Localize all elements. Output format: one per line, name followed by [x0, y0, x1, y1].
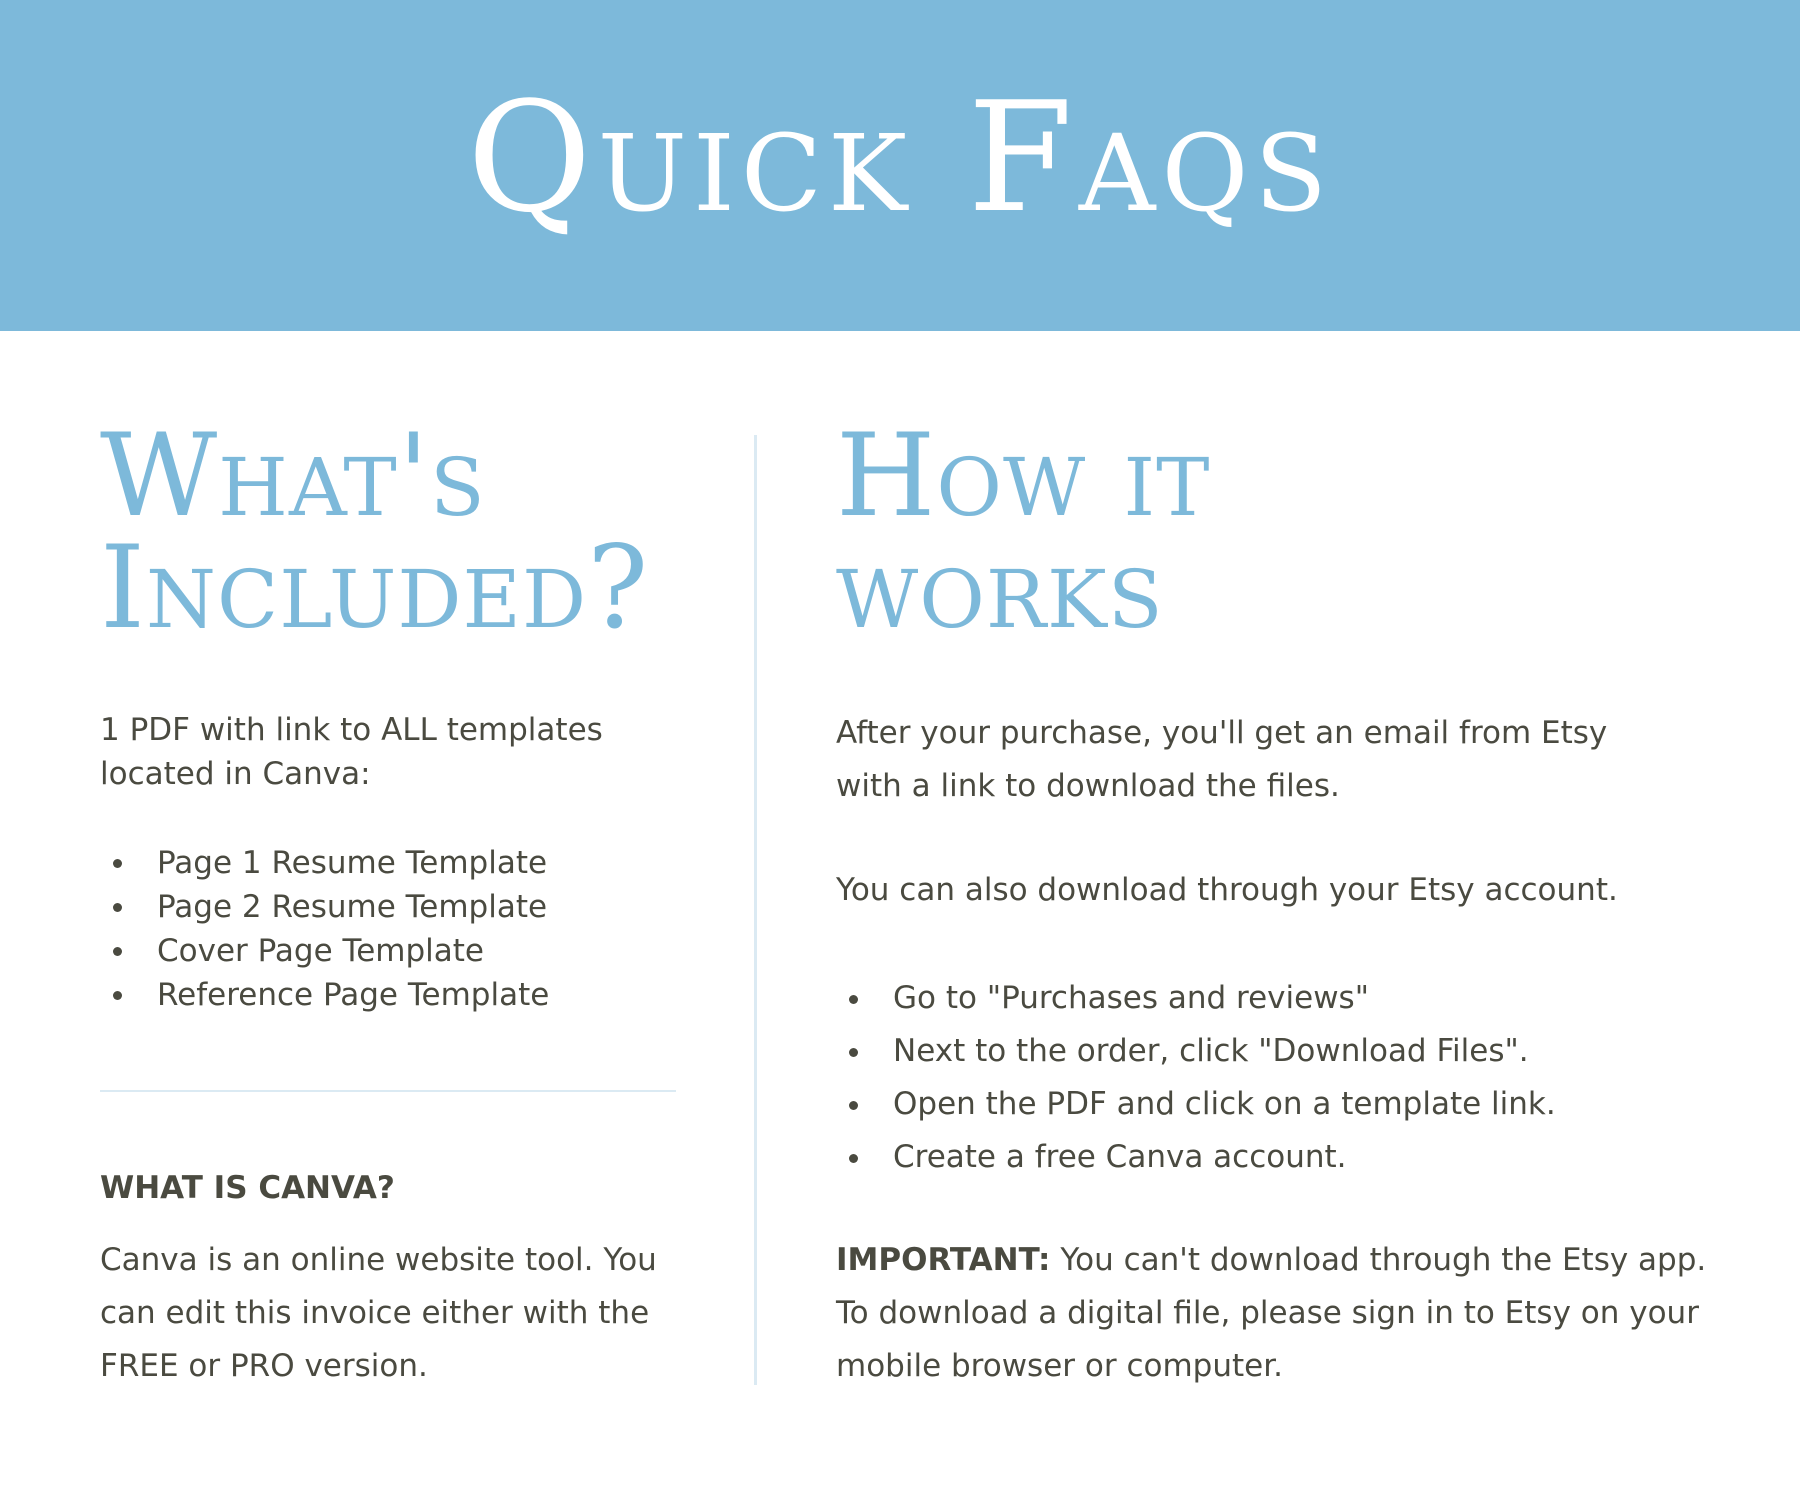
- list-item: Open the PDF and click on a template link.: [836, 1078, 1556, 1131]
- list-item: Cover Page Template: [100, 929, 549, 973]
- list-item: Go to "Purchases and reviews": [836, 972, 1556, 1025]
- included-intro-line2: located in Canva:: [100, 756, 371, 792]
- column-divider: [754, 435, 757, 1385]
- important-note-line3: mobile browser or computer.: [836, 1348, 1283, 1384]
- whats-included-heading-line1: What's: [100, 409, 486, 542]
- how-it-works-heading-line2: works: [836, 521, 1164, 654]
- etsy-account-text: You can also download through your Etsy account.: [836, 872, 1618, 908]
- canva-description: [100, 1234, 690, 1393]
- download-steps-list: [836, 972, 1556, 1184]
- page-title: Quick Faqs: [467, 69, 1333, 246]
- canva-description-line3: FREE or PRO version.: [100, 1348, 428, 1384]
- list-item: Create a free Canva account.: [836, 1131, 1556, 1184]
- purchase-email-line1: After your purchase, you'll get an email from Etsy: [836, 715, 1608, 751]
- included-intro-text: [100, 708, 660, 796]
- list-item: Next to the order, click "Download Files".: [836, 1025, 1556, 1078]
- list-item: Reference Page Template: [100, 973, 549, 1017]
- canva-description-line2: can edit this invoice either with the: [100, 1295, 650, 1331]
- horizontal-divider: [100, 1090, 676, 1092]
- what-is-canva-heading: WHAT IS CANVA?: [100, 1170, 395, 1206]
- how-it-works-heading: [836, 409, 1211, 654]
- important-note-line2: To download a digital file, please sign in to Etsy on your: [836, 1295, 1699, 1331]
- important-note: [836, 1234, 1756, 1393]
- included-intro-line1: 1 PDF with link to ALL templates: [100, 712, 603, 748]
- list-item: Page 2 Resume Template: [100, 885, 549, 929]
- canva-description-line1: Canva is an online website tool. You: [100, 1242, 657, 1278]
- purchase-email-text: [836, 707, 1736, 813]
- purchase-email-line2: with a link to download the files.: [836, 768, 1340, 804]
- whats-included-heading: [100, 409, 650, 654]
- included-items-list: [100, 841, 549, 1017]
- important-note-line1: You can't download through the Etsy app.: [1050, 1242, 1707, 1278]
- how-it-works-heading-line1: How it: [836, 409, 1211, 542]
- whats-included-heading-line2: Included?: [100, 521, 650, 654]
- important-label: IMPORTANT:: [836, 1242, 1051, 1278]
- list-item: Page 1 Resume Template: [100, 841, 549, 885]
